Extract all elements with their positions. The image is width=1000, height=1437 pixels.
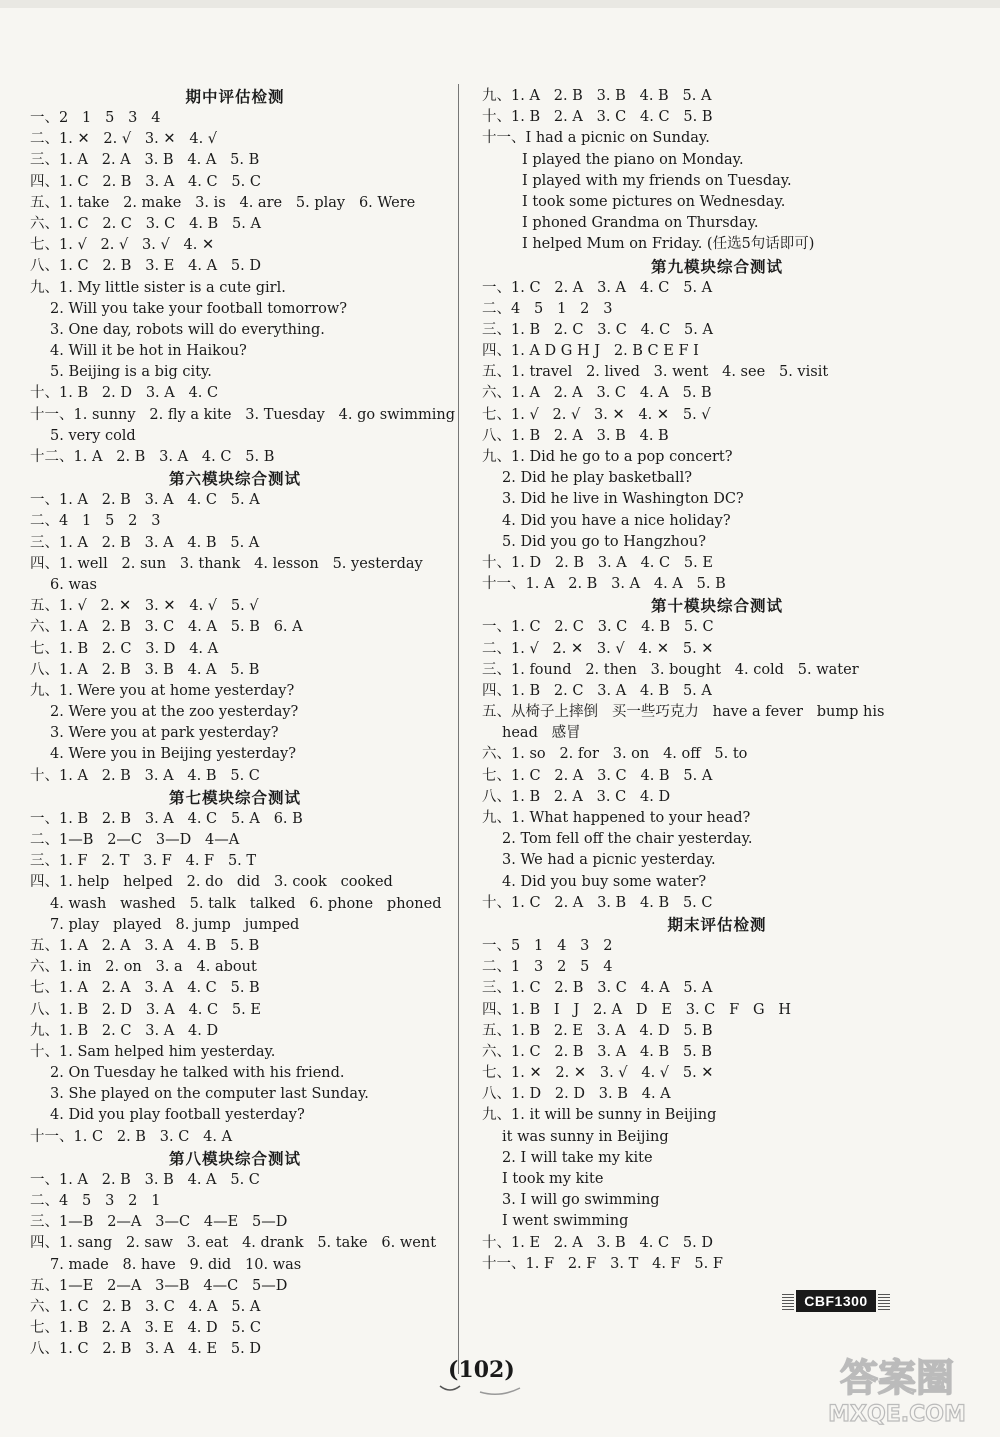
answer-line: 六、1. A 2. A 3. C 4. A 5. B xyxy=(482,385,712,402)
answer-line: 九、1. it will be sunny in Beijing xyxy=(482,1107,717,1124)
answer-line: 3. One day, robots will do everything. xyxy=(50,321,325,338)
answer-line: 二、1. ✕ 2. √ 3. ✕ 4. √ xyxy=(30,131,218,148)
answer-line: 六、1. in 2. on 3. a 4. about xyxy=(30,959,257,976)
answer-line: 6. was xyxy=(50,576,97,593)
answer-line: 2. Did he play basketball? xyxy=(502,470,693,487)
answer-line: 四、1. A D G H J 2. B C E F I xyxy=(482,343,699,360)
answer-line: 二、4 5 3 2 1 xyxy=(30,1193,161,1209)
answer-line: 二、1. √ 2. ✕ 3. √ 4. ✕ 5. ✕ xyxy=(482,640,714,657)
answer-line: 八、1. B 2. A 3. B 4. B xyxy=(482,427,669,444)
answer-line: 四、1. sang 2. saw 3. eat 4. drank 5. take 6. went xyxy=(30,1235,437,1252)
answer-line: 九、1. Were you at home yesterday? xyxy=(30,682,295,699)
section-title: 期末评估检测 xyxy=(667,915,767,934)
answer-line: 3. I will go swimming xyxy=(502,1192,660,1209)
answer-line: 十、1. A 2. B 3. A 4. B 5. C xyxy=(30,767,260,784)
badge-barcode-left xyxy=(782,1292,794,1310)
answer-line: 一、1. A 2. B 3. A 4. C 5. A xyxy=(30,492,260,509)
answer-line: 7. made 8. have 9. did 10. was xyxy=(50,1256,302,1273)
answer-line: 二、1—B 2—C 3—D 4—A xyxy=(30,832,240,848)
answer-line: 八、1. C 2. B 3. E 4. A 5. D xyxy=(30,258,261,275)
answer-line: 一、5 1 4 3 2 xyxy=(482,937,613,954)
answer-line: 二、4 5 1 2 3 xyxy=(482,300,613,317)
answer-line: I helped Mum on Friday. (任选5句话即可) xyxy=(522,236,815,253)
answer-line: 3. Did he live in Washington DC? xyxy=(502,491,744,508)
answer-line: 十一、1. F 2. F 3. T 4. F 5. F xyxy=(482,1255,723,1272)
section-title: 期中评估检测 xyxy=(185,88,285,106)
answer-line: 六、1. C 2. B 3. C 4. A 5. A xyxy=(30,1298,261,1315)
answer-line: 十、1. C 2. A 3. B 4. B 5. C xyxy=(482,894,713,911)
answer-line: 7. play played 8. jump jumped xyxy=(50,916,300,933)
answer-line: 三、1. found 2. then 3. bought 4. cold 5. water xyxy=(482,661,859,678)
answer-line: head 感冒 xyxy=(502,725,581,742)
answer-line: 5. Did you go to Hangzhou? xyxy=(502,533,706,550)
answer-line: 五、1—E 2—A 3—B 4—C 5—D xyxy=(30,1277,288,1294)
page-top-edge xyxy=(0,0,1000,8)
page-number: (102) xyxy=(448,1357,515,1383)
answer-line: 十一、1. sunny 2. fly a kite 3. Tuesday 4. go swimming xyxy=(30,406,455,423)
answer-line: 十二、1. A 2. B 3. A 4. C 5. B xyxy=(30,449,275,465)
answer-line: 一、1. B 2. B 3. A 4. C 5. A 6. B xyxy=(30,810,303,827)
answer-line: 五、1. take 2. make 3. is 4. are 5. play 6. Were xyxy=(30,194,416,211)
answer-line: 3. She played on the computer last Sunday. xyxy=(50,1086,369,1103)
column-divider xyxy=(458,84,459,1374)
answer-line: 九、1. My little sister is a cute girl. xyxy=(30,279,286,296)
answer-line: 十、1. Sam helped him yesterday. xyxy=(30,1043,276,1060)
answer-line: 八、1. D 2. D 3. B 4. A xyxy=(482,1086,671,1103)
answer-line: 六、1. C 2. B 3. A 4. B 5. B xyxy=(482,1043,713,1060)
answer-line: 一、2 1 5 3 4 xyxy=(30,110,161,126)
answer-line: 四、1. well 2. sun 3. thank 4. lesson 5. yesterday xyxy=(30,555,423,572)
answer-line: 二、4 1 5 2 3 xyxy=(30,513,161,530)
answer-line: 5. very cold xyxy=(50,427,136,444)
answer-line: 十一、1. C 2. B 3. C 4. A xyxy=(30,1128,233,1145)
answer-line: 十一、1. A 2. B 3. A 4. A 5. B xyxy=(482,576,726,593)
answer-line: 六、1. C 2. C 3. C 4. B 5. A xyxy=(30,215,261,232)
answer-line: 七、1. B 2. A 3. E 4. D 5. C xyxy=(30,1320,261,1337)
answer-line: 一、1. C 2. C 3. C 4. B 5. C xyxy=(482,619,714,636)
answer-line: 七、1. ✕ 2. ✕ 3. √ 4. √ 5. ✕ xyxy=(482,1065,714,1082)
answer-line: 4. wash washed 5. talk talked 6. phone phoned xyxy=(50,895,442,912)
answer-line: 五、1. travel 2. lived 3. went 4. see 5. visit xyxy=(482,364,829,381)
answer-line: 2. Tom fell off the chair yesterday. xyxy=(502,831,753,848)
catalog-badge: CBF1300 xyxy=(796,1290,876,1312)
answer-line: 七、1. C 2. A 3. C 4. B 5. A xyxy=(482,767,713,784)
answer-line: 3. Were you at park yesterday? xyxy=(50,725,279,742)
answer-line: 九、1. What happened to your head? xyxy=(482,810,751,826)
answer-line: I took some pictures on Wednesday. xyxy=(522,193,786,210)
answer-line: 六、1. A 2. B 3. C 4. A 5. B 6. A xyxy=(30,619,303,636)
answer-line: 4. Did you have a nice holiday? xyxy=(502,512,731,529)
answer-line: 4. Did you buy some water? xyxy=(502,873,707,890)
answer-line: 八、1. B 2. A 3. C 4. D xyxy=(482,788,671,805)
answer-line: 八、1. C 2. B 3. A 4. E 5. D xyxy=(30,1341,261,1358)
answer-line: 四、1. C 2. B 3. A 4. C 5. C xyxy=(30,173,261,190)
answer-line: 五、1. A 2. A 3. A 4. B 5. B xyxy=(30,937,260,954)
answer-line: 三、1. A 2. A 3. B 4. A 5. B xyxy=(30,152,260,169)
answer-line: it was sunny in Beijing xyxy=(502,1128,669,1145)
answer-line: 四、1. help helped 2. do did 3. cook cooked xyxy=(30,874,393,891)
answer-line: 七、1. A 2. A 3. A 4. C 5. B xyxy=(30,980,260,997)
answer-line: 2. Will you take your football tomorrow? xyxy=(50,300,348,317)
answer-line: 5. Beijing is a big city. xyxy=(50,364,212,381)
answer-line: 七、1. B 2. C 3. D 4. A xyxy=(30,640,219,657)
answer-line: 三、1—B 2—A 3—C 4—E 5—D xyxy=(30,1214,288,1231)
page-number-value: 102 xyxy=(458,1357,505,1383)
answer-line: 四、1. B I J 2. A D E 3. C F G H xyxy=(482,1001,792,1018)
answer-line: 三、1. A 2. B 3. A 4. B 5. A xyxy=(30,534,260,551)
answer-line: 十、1. B 2. D 3. A 4. C xyxy=(30,385,219,402)
answer-line: 十一、I had a picnic on Sunday. xyxy=(482,130,710,147)
answer-line: 三、1. F 2. T 3. F 4. F 5. T xyxy=(30,853,257,870)
answer-line: 二、1 3 2 5 4 xyxy=(482,959,613,976)
watermark-text: 答案圈 xyxy=(839,1356,955,1400)
section-title: 第十模块综合测试 xyxy=(650,597,783,616)
answer-line: 4. Will it be hot in Haikou? xyxy=(50,343,247,360)
watermark-url: MXQE.COM xyxy=(828,1402,966,1427)
right-column xyxy=(482,86,952,1275)
section-title: 第七模块综合测试 xyxy=(168,788,301,807)
badge-barcode-right xyxy=(878,1292,890,1310)
answer-line: 四、1. B 2. C 3. A 4. B 5. A xyxy=(482,682,712,699)
answer-line: 六、1. so 2. for 3. on 4. off 5. to xyxy=(482,746,748,763)
section-title: 第九模块综合测试 xyxy=(650,257,783,276)
answer-line: 3. We had a picnic yesterday. xyxy=(502,852,716,869)
answer-line: 五、1. √ 2. ✕ 3. ✕ 4. √ 5. √ xyxy=(30,598,259,615)
answer-line: 九、1. A 2. B 3. B 4. B 5. A xyxy=(482,88,712,104)
answer-line: 一、1. A 2. B 3. B 4. A 5. C xyxy=(30,1171,260,1188)
answer-line: I played the piano on Monday. xyxy=(522,151,744,168)
answer-line: 十、1. B 2. A 3. C 4. C 5. B xyxy=(482,109,713,126)
answer-line: I went swimming xyxy=(502,1213,629,1230)
answer-line: 4. Were you in Beijing yesterday? xyxy=(50,746,297,763)
answer-line: I played with my friends on Tuesday. xyxy=(522,172,792,189)
answer-line: 七、1. √ 2. √ 3. ✕ 4. ✕ 5. √ xyxy=(482,406,711,423)
answer-line: 2. On Tuesday he talked with his friend. xyxy=(50,1065,345,1082)
answer-line: 七、1. √ 2. √ 3. √ 4. ✕ xyxy=(30,237,215,254)
answer-line: 八、1. A 2. B 3. B 4. A 5. B xyxy=(30,661,260,678)
section-title: 第六模块综合测试 xyxy=(168,470,301,489)
answer-line: 九、1. B 2. C 3. A 4. D xyxy=(30,1022,219,1039)
answer-line: 九、1. Did he go to a pop concert? xyxy=(482,449,733,465)
section-title: 第八模块综合测试 xyxy=(168,1149,301,1168)
answer-line: 五、从椅子上摔倒 买一些巧克力 have a fever bump his xyxy=(482,704,885,721)
answer-line: 三、1. B 2. C 3. C 4. C 5. A xyxy=(482,321,713,338)
answer-line: 十、1. E 2. A 3. B 4. C 5. D xyxy=(482,1234,713,1251)
answer-line: I phoned Grandma on Thursday. xyxy=(522,215,759,232)
answer-line: 十、1. D 2. B 3. A 4. C 5. E xyxy=(482,554,713,571)
left-column xyxy=(30,86,455,1361)
page-number-ornament-icon xyxy=(430,1378,530,1398)
answer-line: I took my kite xyxy=(502,1171,604,1187)
watermark-logo xyxy=(812,1349,982,1429)
answer-line: 一、1. C 2. A 3. A 4. C 5. A xyxy=(482,279,713,296)
answer-line: 2. I will take my kite xyxy=(502,1149,653,1166)
answer-line: 2. Were you at the zoo yesterday? xyxy=(50,704,299,721)
answer-line: 三、1. C 2. B 3. C 4. A 5. A xyxy=(482,980,713,997)
answer-line: 八、1. B 2. D 3. A 4. C 5. E xyxy=(30,1001,261,1018)
answer-line: 五、1. B 2. E 3. A 4. D 5. B xyxy=(482,1022,713,1039)
answer-line: 4. Did you play football yesterday? xyxy=(50,1107,305,1124)
